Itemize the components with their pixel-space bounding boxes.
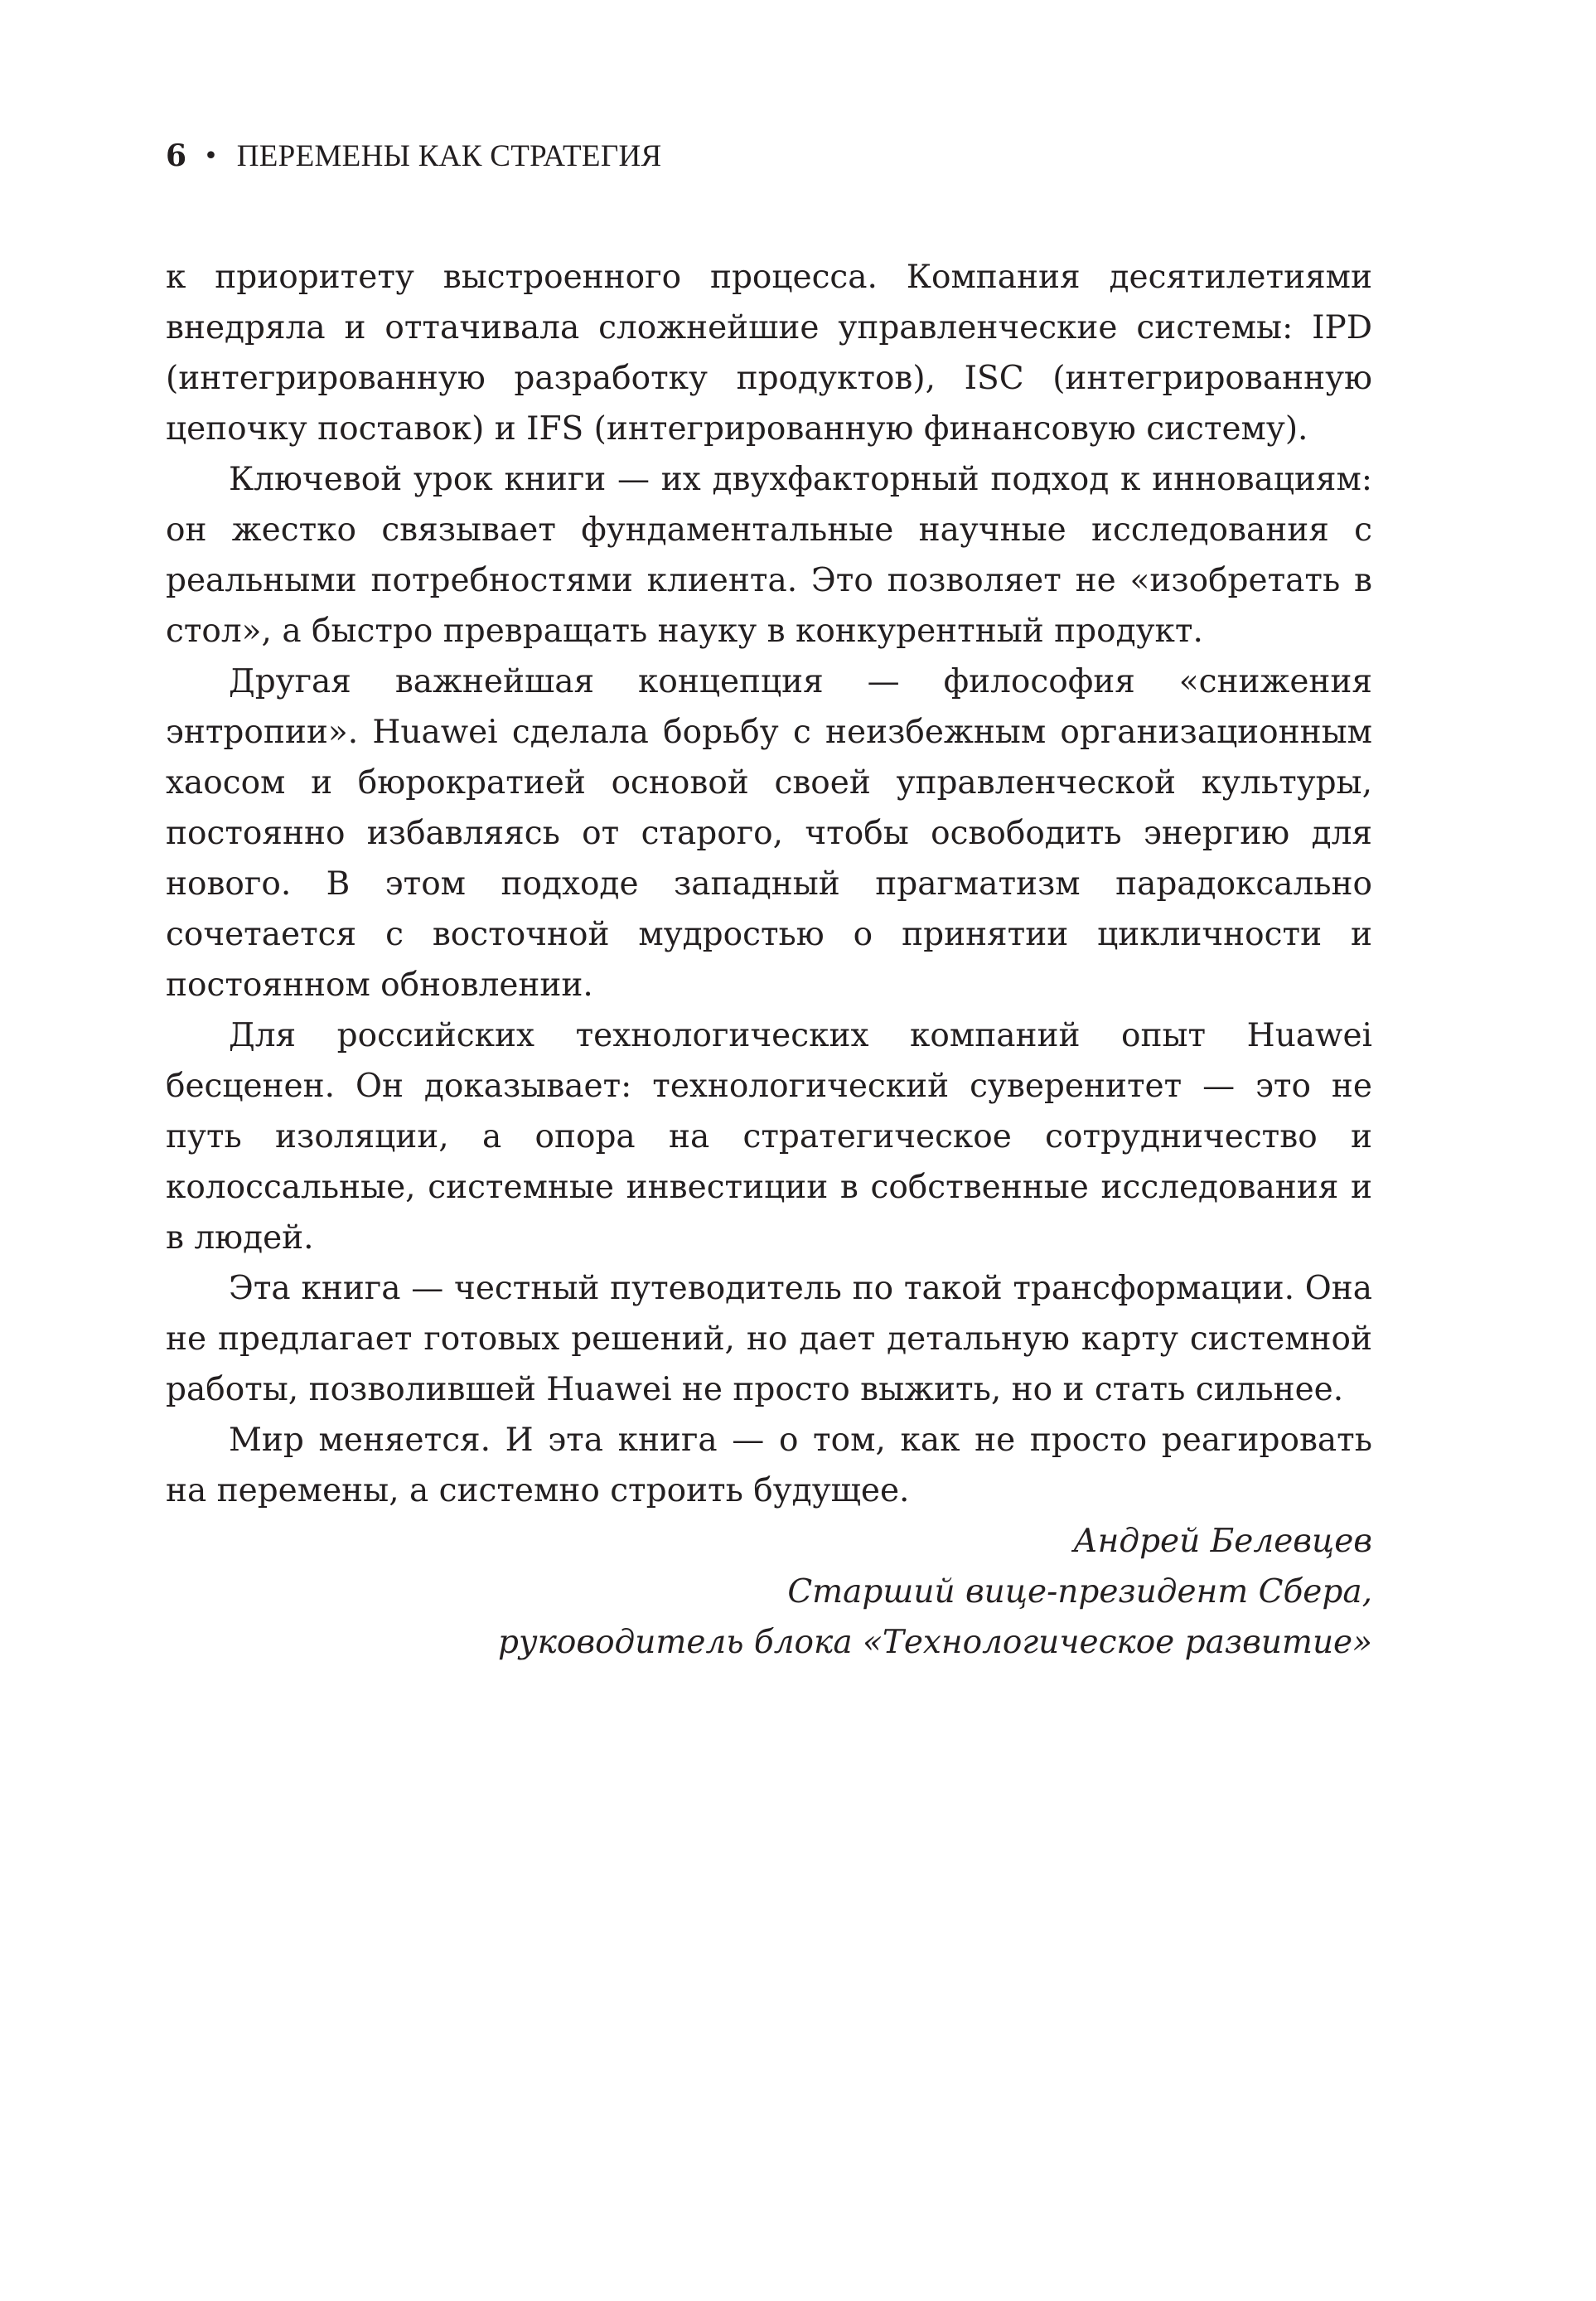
- paragraph: Ключевой урок книги — их двухфакторный подход к инновациям: он жестко связывает фундаментальные научные исследования с реальными потребностями клиента. Это позволяет не «изобретать в стол», а быстро превращать науку в конкурентный продукт.: [166, 461, 1372, 650]
- signature-name: Андрей Белевцев: [1073, 1523, 1372, 1560]
- page-number: 6: [166, 138, 187, 173]
- paragraph: Другая важнейшая концепция — философия «снижения энтропии». Huawei сделала борьбу с неизбежным организационным хаосом и бюрократией основой своей управленческой культуры, постоянно избавляясь от старого, чтобы освободить энергию для нового. В этом подходе западный прагматизм парадоксально сочетается с восточной мудростью о принятии цикличности и постоянном обновлении.: [166, 663, 1372, 1004]
- running-head: [166, 131, 662, 181]
- chapter-title: ПЕРЕМЕНЫ КАК СТРАТЕГИЯ: [236, 138, 662, 173]
- signature-title: Старший вице-президент Сбера,: [787, 1573, 1372, 1611]
- bullet-separator: •: [203, 141, 219, 171]
- signature-role: руководитель блока «Технологическое развитие»: [498, 1624, 1372, 1661]
- body-text: [166, 252, 1372, 1668]
- paragraph: Для российских технологических компаний опыт Huawei бесценен. Он доказывает: технологический суверенитет — это не путь изоляции, а опора на стратегическое сотрудничество и колоссальные, системные инвестиции в собственные исследования и в людей.: [166, 1017, 1372, 1257]
- paragraph: к приоритету выстроенного процесса. Компания десятилетиями внедряла и оттачивала сложнейшие управленческие системы: IPD (интегрированную разработку продуктов), ISC (интегрированную цепочку поставок) и IFS (интегрированную финансовую систему).: [166, 259, 1372, 448]
- paragraph: Мир меняется. И эта книга — о том, как не просто реагировать на перемены, а системно строить будущее.: [166, 1422, 1372, 1509]
- signature-block: [166, 1516, 1372, 1668]
- paragraph: Эта книга — честный путеводитель по такой трансформации. Она не предлагает готовых решений, но дает детальную карту системной работы, позволившей Huawei не просто выжить, но и стать сильнее.: [166, 1270, 1372, 1408]
